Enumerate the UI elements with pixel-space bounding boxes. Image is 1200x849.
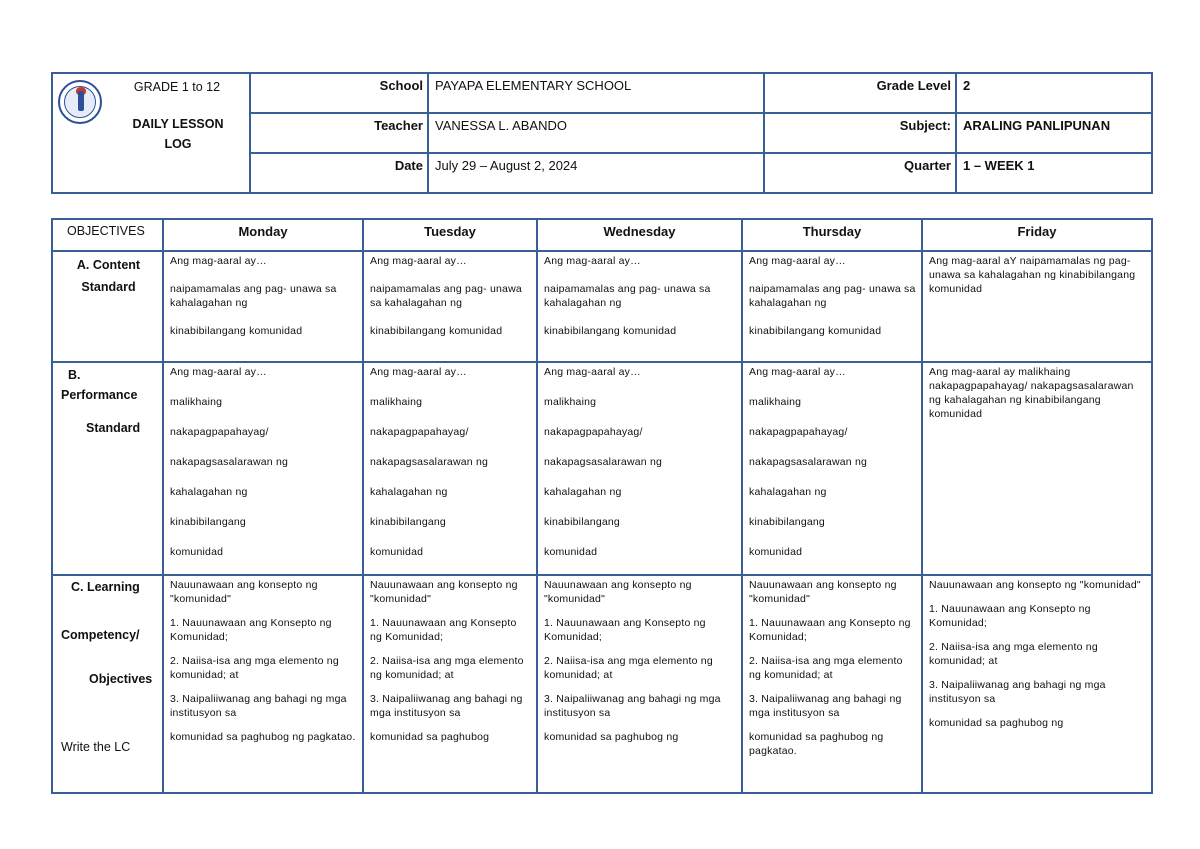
content-standard-friday	[922, 251, 1152, 362]
day-header-tuesday: Tuesday	[363, 219, 537, 251]
day-header-monday: Monday	[163, 219, 363, 251]
ps-wed-4: nakapagsasalarawan ng	[544, 456, 663, 468]
performance-standard-monday	[163, 362, 363, 575]
content-standard-tuesday	[363, 251, 537, 362]
ps-tue-7: komunidad	[370, 546, 424, 558]
lc-mon-4: 3. Naipaliiwanag ang bahagi ng mga institusyon sa	[170, 693, 347, 719]
lc-fri-5: komunidad sa paghubog ng	[929, 717, 1064, 729]
cs-wed-end: kinabibilangang komunidad	[544, 325, 677, 337]
performance-standard-label-line1: B.	[68, 368, 81, 382]
learning-competency-label	[52, 575, 163, 793]
performance-standard-tuesday	[363, 362, 537, 575]
lesson-log-header-table	[51, 72, 1153, 194]
lc-tue-1: Nauunawaan ang konsepto ng "komunidad"	[370, 579, 518, 605]
ps-mon-3: nakapagpapahayag/	[170, 426, 269, 438]
cs-mon-end: kinabibilangang komunidad	[170, 325, 303, 337]
header-title-cell	[52, 73, 250, 193]
lc-wed-3: 2. Naiisa-isa ang mga elemento ng komunidad; at	[544, 655, 713, 681]
grade-range: GRADE 1 to 12	[133, 80, 221, 94]
quarter-label: Quarter	[764, 153, 956, 193]
cs-tue-end: kinabibilangang komunidad	[370, 325, 503, 337]
performance-standard-friday	[922, 362, 1152, 575]
subject-value: ARALING PANLIPUNAN	[956, 113, 1152, 153]
lc-thu-3: 2. Naiisa-isa ang mga elemento ng komunidad; at	[749, 655, 903, 681]
lc-tue-2: 1. Nauunawaan ang Konsepto ng Komunidad;	[370, 617, 517, 643]
cs-wed-body: naipamamalas ang pag- unawa sa kahalagahan ng	[544, 283, 711, 309]
learning-competency-tuesday	[363, 575, 537, 793]
ps-thu-5: kahalagahan ng	[749, 486, 827, 498]
teacher-label: Teacher	[250, 113, 428, 153]
cs-mon-intro: Ang mag-aaral ay…	[170, 255, 267, 267]
learning-competency-wednesday	[537, 575, 742, 793]
objectives-header: OBJECTIVES	[52, 219, 163, 251]
content-standard-thursday	[742, 251, 922, 362]
day-header-friday: Friday	[922, 219, 1152, 251]
lesson-objectives-table	[51, 218, 1153, 794]
lc-wed-2: 1. Nauunawaan ang Konsepto ng Komunidad;	[544, 617, 706, 643]
cs-wed-intro: Ang mag-aaral ay…	[544, 255, 641, 267]
learning-competency-thursday	[742, 575, 922, 793]
lc-fri-4: 3. Naipaliiwanag ang bahagi ng mga institusyon sa	[929, 679, 1106, 705]
performance-standard-wednesday	[537, 362, 742, 575]
learning-competency-label-line4: Write the LC	[61, 740, 131, 754]
learning-competency-label-line3: Objectives	[89, 672, 153, 686]
performance-standard-label	[52, 362, 163, 575]
ps-mon-1: Ang mag-aaral ay…	[170, 366, 267, 378]
learning-competency-label-line2: Competency/	[61, 628, 140, 642]
ps-wed-6: kinabibilangang	[544, 516, 620, 528]
grade-level-label: Grade Level	[764, 73, 956, 113]
ps-wed-5: kahalagahan ng	[544, 486, 622, 498]
cs-thu-intro: Ang mag-aaral ay…	[749, 255, 846, 267]
learning-competency-monday	[163, 575, 363, 793]
content-standard-label	[52, 251, 163, 362]
content-standard-label-line2: Standard	[81, 280, 136, 294]
deped-seal-logo	[58, 80, 102, 124]
lc-wed-1: Nauunawaan ang konsepto ng "komunidad"	[544, 579, 692, 605]
cs-thu-body: naipamamalas ang pag- unawa sa kahalagahan ng	[749, 283, 916, 309]
lc-mon-3: 2. Naiisa-isa ang mga elemento ng komunidad; at	[170, 655, 339, 681]
ps-thu-7: komunidad	[749, 546, 803, 558]
ps-mon-5: kahalagahan ng	[170, 486, 248, 498]
content-standard-monday	[163, 251, 363, 362]
lc-fri-3: 2. Naiisa-isa ang mga elemento ng komunidad; at	[929, 641, 1098, 667]
performance-standard-label-line2: Performance	[61, 388, 138, 402]
lc-wed-4: 3. Naipaliiwanag ang bahagi ng mga institusyon sa	[544, 693, 721, 719]
ps-mon-6: kinabibilangang	[170, 516, 246, 528]
learning-competency-friday	[922, 575, 1152, 793]
lc-thu-2: 1. Nauunawaan ang Konsepto ng Komunidad;	[749, 617, 911, 643]
ps-mon-2: malikhaing	[170, 396, 223, 408]
cs-fri-text: Ang mag-aaral aY naipamamalas ng pag- unawa sa kahalagahan ng kinabibilangang komunidad	[929, 255, 1136, 295]
cs-tue-intro: Ang mag-aaral ay…	[370, 255, 467, 267]
ps-thu-3: nakapagpapahayag/	[749, 426, 848, 438]
grade-level-value: 2	[956, 73, 1152, 113]
lc-wed-5: komunidad sa paghubog ng	[544, 731, 679, 743]
lc-mon-5: komunidad sa paghubog ng pagkatao.	[170, 731, 356, 743]
learning-competency-label-line1: C. Learning	[71, 580, 140, 594]
content-standard-wednesday	[537, 251, 742, 362]
ps-fri-text: Ang mag-aaral ay malikhaing nakapagpapahayag/ nakapagsasalarawan ng kahalagahan ng kinabibilangang komunidad	[929, 366, 1134, 420]
lc-thu-1: Nauunawaan ang konsepto ng "komunidad"	[749, 579, 897, 605]
ps-wed-7: komunidad	[544, 546, 598, 558]
ps-tue-4: nakapagsasalarawan ng	[370, 456, 489, 468]
lc-thu-5: komunidad sa paghubog ng pagkatao.	[749, 731, 884, 757]
lc-tue-4: 3. Naipaliiwanag ang bahagi ng mga institusyon sa	[370, 693, 523, 719]
performance-standard-label-line3: Standard	[86, 421, 141, 435]
performance-standard-thursday	[742, 362, 922, 575]
ps-wed-3: nakapagpapahayag/	[544, 426, 643, 438]
ps-tue-1: Ang mag-aaral ay…	[370, 366, 467, 378]
lc-tue-5: komunidad sa paghubog	[370, 731, 490, 743]
lc-fri-2: 1. Nauunawaan ang Konsepto ng Komunidad;	[929, 603, 1091, 629]
ps-thu-6: kinabibilangang	[749, 516, 825, 528]
lc-fri-1: Nauunawaan ang konsepto ng "komunidad"	[929, 579, 1141, 591]
ps-thu-1: Ang mag-aaral ay…	[749, 366, 846, 378]
document-title: DAILY LESSON LOG	[132, 117, 224, 151]
day-header-thursday: Thursday	[742, 219, 922, 251]
ps-wed-1: Ang mag-aaral ay…	[544, 366, 641, 378]
subject-label: Subject:	[764, 113, 956, 153]
cs-tue-body: naipamamalas ang pag- unawa sa kahalagahan ng	[370, 283, 522, 309]
school-value: PAYAPA ELEMENTARY SCHOOL	[428, 73, 764, 113]
lc-mon-2: 1. Nauunawaan ang Konsepto ng Komunidad;	[170, 617, 332, 643]
ps-tue-2: malikhaing	[370, 396, 423, 408]
date-label: Date	[250, 153, 428, 193]
content-standard-label-line1: A. Content	[76, 258, 141, 272]
ps-tue-3: nakapagpapahayag/	[370, 426, 469, 438]
ps-mon-4: nakapagsasalarawan ng	[170, 456, 289, 468]
day-header-wednesday: Wednesday	[537, 219, 742, 251]
cs-mon-body: naipamamalas ang pag- unawa sa kahalagahan ng	[170, 283, 337, 309]
lc-mon-1: Nauunawaan ang konsepto ng "komunidad"	[170, 579, 318, 605]
lc-tue-3: 2. Naiisa-isa ang mga elemento ng komunidad; at	[370, 655, 524, 681]
ps-thu-4: nakapagsasalarawan ng	[749, 456, 868, 468]
teacher-value: VANESSA L. ABANDO	[428, 113, 764, 153]
date-value: July 29 – August 2, 2024	[428, 153, 764, 193]
ps-mon-7: komunidad	[170, 546, 224, 558]
ps-thu-2: malikhaing	[749, 396, 802, 408]
ps-tue-6: kinabibilangang	[370, 516, 446, 528]
quarter-value: 1 – WEEK 1	[956, 153, 1152, 193]
ps-wed-2: malikhaing	[544, 396, 597, 408]
school-label: School	[250, 73, 428, 113]
ps-tue-5: kahalagahan ng	[370, 486, 448, 498]
cs-thu-end: kinabibilangang komunidad	[749, 325, 882, 337]
lc-thu-4: 3. Naipaliiwanag ang bahagi ng mga institusyon sa	[749, 693, 902, 719]
